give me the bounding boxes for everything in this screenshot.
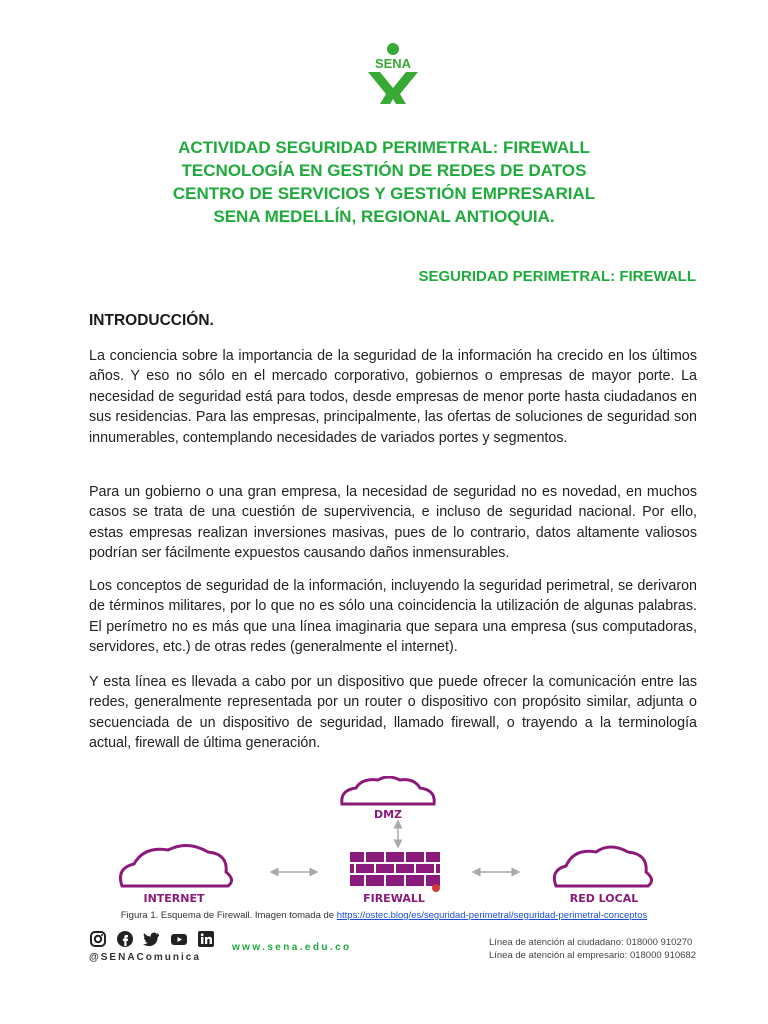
paragraph: La conciencia sobre la importancia de la seguridad de la información ha crecido en los últimos años. Y eso no sólo en el mercado corporativo, gobiernos o empresas de mayor porte. La necesidad de seguridad está para todos, desde empresas de menor porte hasta ciudadanos en sus residencias. Para las empresas, principalmente, las ofertas de soluciones de seguridad son innumerables, contemplando necesidades de variados portes y segmentos. <box>89 348 697 446</box>
document-titles <box>0 136 768 228</box>
local-network-cloud-icon <box>554 847 651 905</box>
hotline-citizen: Línea de atención al ciudadano: 018000 910270 <box>488 937 693 948</box>
firewall-wall-icon <box>350 852 440 905</box>
title-line: SENA MEDELLÍN, REGIONAL ANTIOQUIA. <box>213 207 555 226</box>
caption-text: Figura 1. Esquema de Firewall. Imagen tomada de <box>120 910 337 921</box>
paragraph: Los conceptos de seguridad de la información, incluyendo la seguridad perimetral, se derivaron de términos militares, por lo que no es sólo una coincidencia la utilización de algunas palabras. El perímetro no es más que una línea imaginaria que separa una empresa (sus computadoras, servidores, etc.) de otras redes (generalmente el internet). <box>89 578 697 656</box>
social-icons <box>89 930 215 948</box>
title-line: CENTRO DE SERVICIOS Y GESTIÓN EMPRESARIAL <box>172 184 596 203</box>
dmz-label: DMZ <box>373 808 403 821</box>
intro-heading: INTRODUCCIÓN. <box>89 312 214 329</box>
paragraph: Y esta línea es llevada a cabo por un dispositivo que puede ofrecer la comunicación entre las redes, generalmente representada por un router o dispositivo con propósito similar, adjunta o secuenciada de un dispositivo de seguridad, llamado firewall, o trayendo a la terminología actual, firewall de última generación. <box>89 674 697 752</box>
hotlines <box>489 936 696 962</box>
figure-caption <box>0 910 768 921</box>
caption-link[interactable]: https://ostec.blog/es/seguridad-perimetral/seguridad-perimetral-conceptos <box>336 910 648 921</box>
twitter-icon[interactable] <box>143 930 161 948</box>
website-link[interactable]: www.sena.edu.co <box>232 942 352 953</box>
youtube-icon[interactable] <box>170 930 188 948</box>
sena-logo <box>360 42 426 106</box>
internet-cloud-icon <box>121 845 232 905</box>
firewall-label: FIREWALL <box>363 892 425 905</box>
firewall-diagram <box>110 776 670 908</box>
dmz-cloud-icon <box>342 777 434 821</box>
internet-label: INTERNET <box>143 892 205 905</box>
social-handle: @SENAComunica <box>89 952 201 963</box>
paragraph: Para un gobierno o una gran empresa, la necesidad de seguridad no es novedad, en muchos casos se trata de una cuestión de supervivencia, e incluso de seguridad nacional. Por ello, estas empresas realizan inversiones masivas, pues de lo contrario, datos altamente valiosos podrían ser fácilmente expuestos causando daños inmensurables. <box>89 484 697 562</box>
svg-text:SENA: SENA <box>374 56 412 71</box>
instagram-icon[interactable] <box>89 930 107 948</box>
hotline-business: Línea de atención al empresario: 018000 910682 <box>488 950 696 961</box>
title-line: ACTIVIDAD SEGURIDAD PERIMETRAL: FIREWALL <box>178 138 590 157</box>
linkedin-icon[interactable] <box>197 930 215 948</box>
facebook-icon[interactable] <box>116 930 134 948</box>
title-line: TECNOLOGÍA EN GESTIÓN DE REDES DE DATOS <box>181 161 587 180</box>
section-subtitle: SEGURIDAD PERIMETRAL: FIREWALL <box>418 268 696 285</box>
local-network-label: RED LOCAL <box>569 892 639 905</box>
